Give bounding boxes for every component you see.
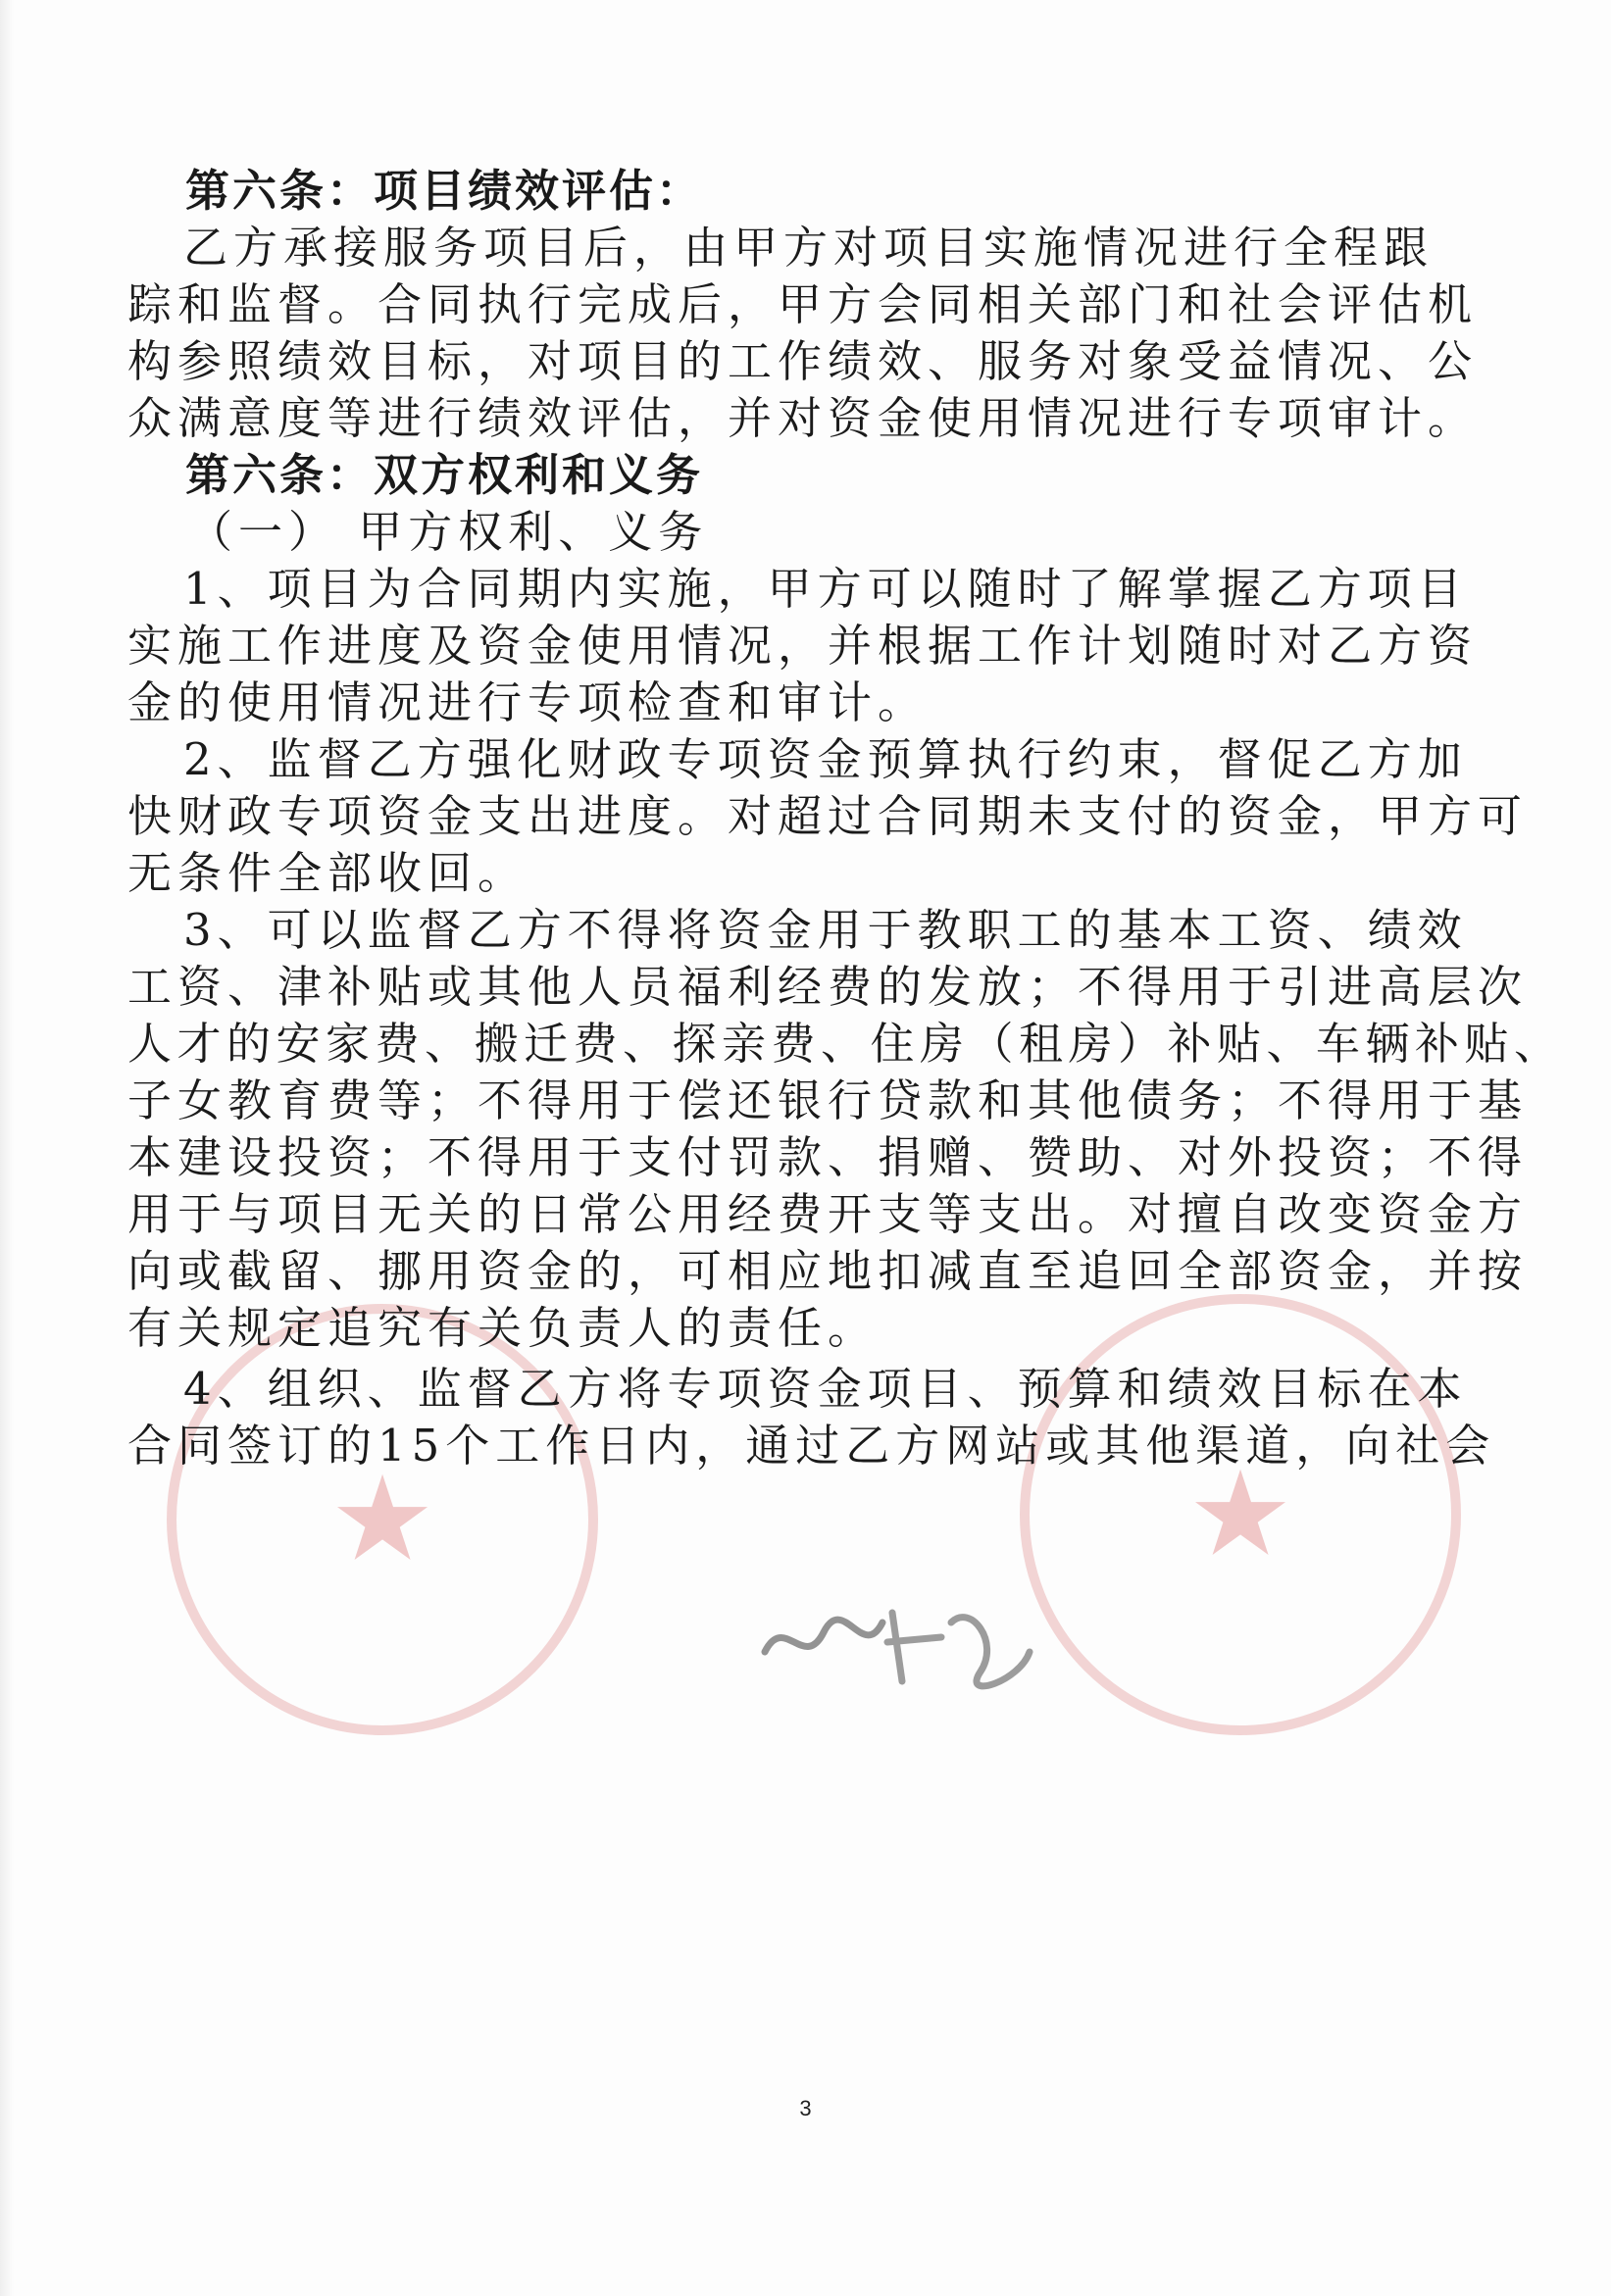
paragraph-line: 3、可以监督乙方不得将资金用于教职工的基本工资、绩效	[183, 904, 1468, 956]
paragraph-line: 1、项目为合同期内实施，甲方可以随时了解掌握乙方项目	[183, 563, 1468, 615]
paragraph-line: 子女教育费等；不得用于偿还银行贷款和其他债务；不得用于基	[127, 1074, 1529, 1126]
handwritten-signature	[745, 1583, 1039, 1701]
paragraph-line: 有关规定追究有关负责人的责任。	[127, 1302, 879, 1354]
paragraph-line: 工资、津补贴或其他人员福利经费的发放；不得用于引进高层次	[127, 961, 1529, 1013]
section-heading: 第六条：项目绩效评估：	[185, 165, 704, 217]
scan-edge-shadow	[0, 0, 14, 2296]
paragraph-line: 人才的安家费、搬迁费、探亲费、住房（租房）补贴、车辆补贴、	[127, 1018, 1564, 1070]
paragraph-line: 快财政专项资金支出进度。对超过合同期未支付的资金，甲方可	[127, 790, 1529, 842]
paragraph-line: 构参照绩效目标，对项目的工作绩效、服务对象受益情况、公	[127, 335, 1479, 387]
seal-star-icon: ★	[329, 1451, 435, 1588]
page-number: 3	[799, 2096, 812, 2121]
section-heading: 第六条：双方权利和义务	[185, 449, 704, 501]
paragraph-line: 乙方承接服务项目后，由甲方对项目实施情况进行全程跟	[183, 222, 1435, 274]
paragraph-line: 本建设投资；不得用于支付罚款、捐赠、赞助、对外投资；不得	[127, 1131, 1529, 1183]
paragraph-line: 2、监督乙方强化财政专项资金预算执行约束，督促乙方加	[183, 733, 1468, 785]
paragraph-line: 众满意度等进行绩效评估，并对资金使用情况进行专项审计。	[127, 392, 1479, 444]
paragraph-line: 无条件全部收回。	[127, 847, 529, 899]
paragraph-line: 实施工作进度及资金使用情况，并根据工作计划随时对乙方资	[127, 620, 1479, 672]
subsection-heading: （一） 甲方权利、义务	[188, 506, 709, 558]
seal-star-icon: ★	[1187, 1446, 1293, 1583]
paragraph-line: 用于与项目无关的日常公用经费开支等支出。对擅自改变资金方	[127, 1188, 1529, 1240]
paragraph-line: 踪和监督。合同执行完成后，甲方会同相关部门和社会评估机	[127, 278, 1479, 330]
paragraph-line: 向或截留、挪用资金的，可相应地扣减直至追回全部资金，并按	[127, 1245, 1529, 1297]
paragraph-line: 金的使用情况进行专项检查和审计。	[127, 676, 929, 728]
paragraph-line: 4、组织、监督乙方将专项资金项目、预算和绩效目标在本	[183, 1363, 1468, 1415]
paragraph-line: 合同签订的15个工作日内，通过乙方网站或其他渠道，向社会	[127, 1420, 1496, 1472]
